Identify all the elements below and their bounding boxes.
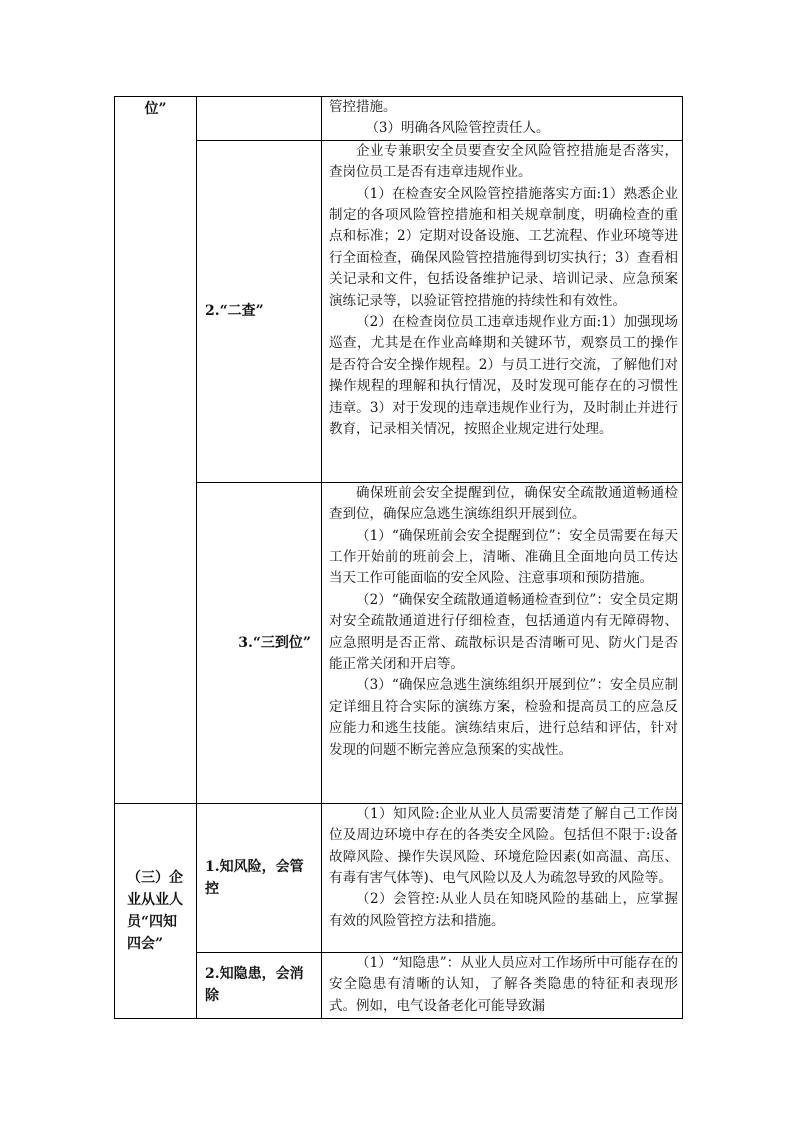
paragraph: 企业专兼职安全员要查安全风险管控措施是否落实，查岗位员工是否有违章违规作业。	[329, 142, 678, 181]
paragraph: （1）“确保班前会安全提醒到位”：安全员需要在每天工作开始前的班前会上，清晰、准确且全面地向员工传达当天工作可能面临的安全风险、注意事项和预防措施。	[329, 527, 678, 587]
content-cell	[322, 952, 683, 1018]
section-title: （三）企业从业人员“四知四会”	[127, 869, 183, 952]
item-cell	[197, 803, 322, 952]
item-cell	[197, 97, 322, 141]
item-title: 2.“二查”	[205, 303, 264, 320]
item-title: 2.知隐患，会消除	[205, 966, 304, 1005]
item-cell	[197, 482, 322, 803]
table-row	[115, 140, 683, 482]
table-row	[115, 97, 683, 141]
paragraph: （1）知风险:企业从业人员需要清楚了解自己工作岗位及周边环境中存在的各类安全风险。包括但不限于:设备故障风险、操作失误风险、环境危险因素(如高温、高压、有毒有害气体等)、电气风险以及人为疏忽导致的风险等。	[329, 805, 678, 887]
paragraph: （2）在检查岗位员工违章违规作业方面:1）加强现场巡查，尤其是在作业高峰期和关键环节，观察员工的操作是否符合安全操作规程。2）与员工进行交流，了解他们对操作规程的理解和执行情况，及时发现可能存在的习惯性违章。3）对于发现的违章违规作业行为，及时制止并进行教育，记录相关情况，按照企业规定进行处理。	[329, 314, 678, 438]
paragraph: （1）“知隐患”：从业人员应对工作场所中可能存在的安全隐患有清晰的认知，了解各类隐患的特征和表现形式。例如，电气设备老化可能导致漏	[329, 954, 678, 1014]
paragraph: 管控措施。	[329, 99, 397, 115]
item-title: 3.“三到位”	[238, 634, 311, 651]
paragraph: （2）会管控:从业人员在知晓风险的基础上，应掌握有效的风险管控方法和措施。	[329, 891, 678, 929]
paragraph: （3）明确各风险管控责任人。	[365, 120, 550, 137]
safety-management-table	[114, 96, 683, 1019]
content-cell	[322, 803, 683, 952]
item-title: 1.知风险，会管控	[205, 858, 304, 897]
table-row	[115, 803, 683, 952]
content-cell	[322, 482, 683, 803]
paragraph: （2）“确保安全疏散通道畅通检查到位”：安全员定期对安全疏散通道进行仔细检查，包括通道内有无障碍物、应急照明是否正常、疏散标识是否清晰可见、防火门是否能正常关闭和开启等。	[329, 591, 678, 673]
paragraph: 确保班前会安全提醒到位，确保安全疏散通道畅通检查到位，确保应急逃生演练组织开展到位。	[329, 484, 678, 523]
table-row	[115, 952, 683, 1018]
content-cell	[322, 97, 683, 141]
section-title: 位”	[144, 101, 167, 117]
paragraph: （1）在检查安全风险管控措施落实方面:1）熟悉企业制定的各项风险管控措施和相关规章制度，明确检查的重点和标准；2）定期对设备设施、工艺流程、作业环境等进行全面检查，确保风险管控措施得到切实执行；3）查看相关记录和文件，包括设备维护记录、培训记录、应急预案演练记录等，以验证管控措施的持续性和有效性。	[329, 185, 678, 309]
section-cell	[115, 803, 197, 1018]
content-cell	[322, 140, 683, 482]
item-cell	[197, 952, 322, 1018]
item-cell	[197, 140, 322, 482]
table-row	[115, 482, 683, 803]
paragraph: （3）“确保应急逃生演练组织开展到位”：安全员应制定详细且符合实际的演练方案，检验和提高员工的应急反应能力和逃生技能。演练结束后，进行总结和评估，针对发现的问题不断完善应急预案的实战性。	[329, 677, 678, 758]
section-cell	[115, 97, 197, 804]
